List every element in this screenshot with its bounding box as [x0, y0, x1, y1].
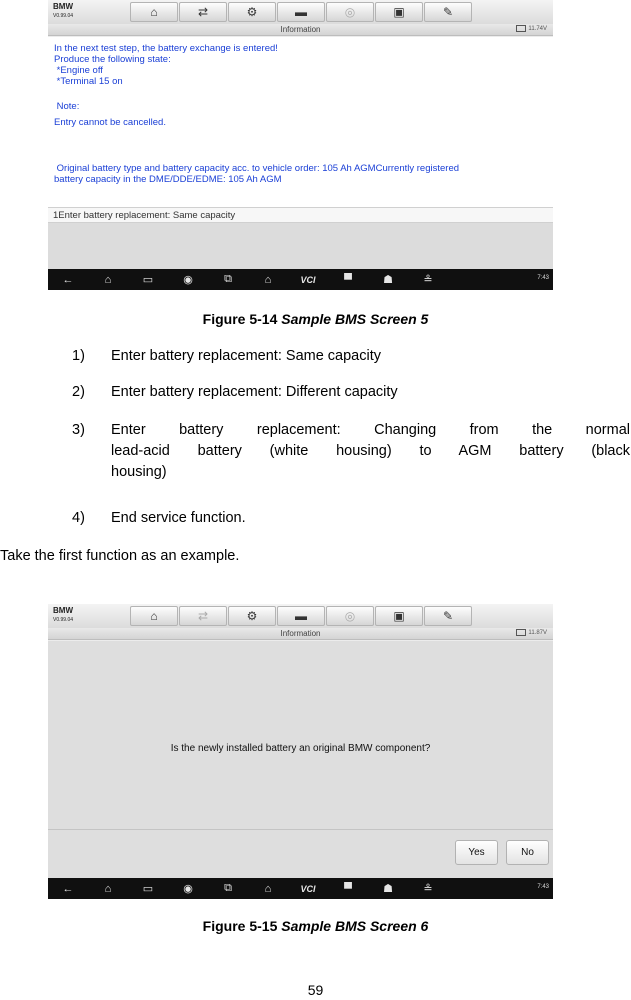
status-clock: 7:43 — [537, 275, 549, 281]
vehicle-swap-button[interactable] — [179, 2, 227, 22]
message-area — [48, 37, 553, 217]
brand-label: BMW — [53, 606, 73, 615]
battery-icon — [516, 25, 526, 32]
settings-button[interactable] — [228, 606, 276, 626]
information-bar — [48, 628, 553, 640]
figure-caption — [0, 918, 631, 934]
battery-icon — [516, 629, 526, 636]
screen-share-icon[interactable]: ⧉ — [224, 273, 232, 285]
save-icon: ▣ — [393, 609, 405, 623]
message-line: Original battery type and battery capacity acc. to vehicle order: 105 Ah AGMCurrently registered — [54, 163, 460, 174]
list-number: 1) — [72, 348, 85, 364]
car-icon[interactable]: ▀ — [344, 273, 352, 286]
list-number: 2) — [72, 384, 85, 400]
back-icon[interactable]: ← — [62, 882, 74, 895]
vcl-icon[interactable]: VCI — [300, 274, 316, 285]
software-version: V0.99.04 — [53, 13, 74, 19]
brand-label: BMW — [53, 2, 73, 11]
caption-title: Sample BMS Screen 6 — [281, 918, 429, 934]
bms-screen-6 — [48, 604, 553, 899]
no-button[interactable]: No — [506, 840, 549, 865]
screen-share-icon[interactable]: ⧉ — [224, 882, 232, 894]
recent-apps-icon[interactable]: ▭ — [142, 274, 154, 286]
list-text: End service function. — [111, 510, 246, 526]
message-line: Note: — [54, 101, 80, 112]
tpms-icon[interactable]: ≗ — [423, 883, 433, 895]
remote-icon[interactable]: ☗ — [383, 883, 393, 895]
home-button[interactable] — [130, 606, 178, 626]
divider — [48, 829, 553, 830]
edit-button[interactable] — [424, 2, 472, 22]
home-icon: ⌂ — [150, 609, 158, 623]
help-icon: ◎ — [344, 5, 356, 19]
maxisys-icon[interactable]: ⌂ — [264, 882, 272, 895]
home-icon[interactable]: ⌂ — [104, 273, 112, 286]
message-line: battery capacity in the DME/DDE/EDME: 105 Ah AGM — [54, 174, 282, 185]
function-option-row[interactable] — [48, 207, 553, 223]
help-icon: ◎ — [344, 609, 356, 623]
list-text — [111, 420, 630, 483]
list-text-line: housing) — [111, 464, 167, 480]
list-text-line: lead-acid battery (white housing) to AGM battery (black — [111, 443, 630, 459]
software-version: V0.99.04 — [53, 617, 74, 623]
print-button[interactable] — [277, 2, 325, 22]
car-icon[interactable]: ▀ — [344, 882, 352, 895]
vehicle-swap-icon: ⇄ — [197, 609, 209, 623]
back-icon[interactable]: ← — [62, 273, 74, 286]
information-title: Information — [280, 629, 321, 638]
settings-button[interactable] — [228, 2, 276, 22]
message-line: *Terminal 15 on — [54, 76, 123, 87]
settings-icon: ⚙ — [246, 609, 258, 623]
message-line: *Engine off — [54, 65, 103, 76]
list-text: Enter battery replacement: Different capacity — [111, 384, 398, 400]
caption-prefix: Figure 5-14 — [202, 311, 282, 327]
figure-caption — [0, 311, 631, 327]
settings-icon: ⚙ — [246, 5, 258, 19]
list-number: 4) — [72, 510, 85, 526]
list-text: Enter battery replacement: Same capacity — [111, 348, 381, 364]
list-text-line: Enter battery replacement: Changing from the normal — [111, 422, 630, 438]
message-line: In the next test step, the battery exchange is entered! — [54, 43, 278, 54]
recent-apps-icon[interactable]: ▭ — [142, 883, 154, 895]
status-clock: 7:43 — [537, 884, 549, 890]
vcl-icon[interactable]: VCI — [300, 883, 316, 894]
toolbar — [48, 604, 553, 629]
remote-icon[interactable]: ☗ — [383, 274, 393, 286]
button-panel — [48, 223, 553, 269]
dialog-area — [48, 641, 553, 878]
save-button[interactable] — [375, 2, 423, 22]
body-paragraph: Take the first function as an example. — [0, 548, 240, 564]
edit-icon: ✎ — [442, 609, 454, 623]
vehicle-swap-icon: ⇄ — [197, 5, 209, 19]
voltage-value: 11.74V — [528, 26, 547, 32]
vehicle-brand — [53, 2, 73, 21]
save-button[interactable] — [375, 606, 423, 626]
save-icon: ▣ — [393, 5, 405, 19]
home-icon[interactable]: ⌂ — [104, 882, 112, 895]
android-nav-bar — [48, 269, 553, 290]
home-icon: ⌂ — [150, 5, 158, 19]
edit-icon: ✎ — [442, 5, 454, 19]
message-line: Produce the following state: — [54, 54, 171, 65]
caption-title: Sample BMS Screen 5 — [281, 311, 429, 327]
voltage-indicator — [516, 628, 547, 639]
help-button[interactable] — [326, 2, 374, 22]
maxisys-icon[interactable]: ⌂ — [264, 273, 272, 286]
vehicle-brand — [53, 606, 73, 625]
chrome-icon[interactable]: ◉ — [183, 274, 193, 286]
page-number: 59 — [307, 982, 324, 998]
yes-button[interactable]: Yes — [455, 840, 498, 865]
tpms-icon[interactable]: ≗ — [423, 274, 433, 286]
vehicle-swap-button[interactable] — [179, 606, 227, 626]
home-button[interactable] — [130, 2, 178, 22]
caption-prefix: Figure 5-15 — [202, 918, 282, 934]
bms-screen-5 — [48, 0, 553, 290]
print-icon: ▬ — [295, 609, 307, 623]
print-icon: ▬ — [295, 5, 307, 19]
edit-button[interactable] — [424, 606, 472, 626]
chrome-icon[interactable]: ◉ — [183, 883, 193, 895]
list-number: 3) — [72, 422, 85, 438]
information-title: Information — [280, 25, 321, 34]
information-bar — [48, 24, 553, 36]
message-line: Entry cannot be cancelled. — [54, 117, 166, 128]
help-button[interactable] — [326, 606, 374, 626]
print-button[interactable] — [277, 606, 325, 626]
voltage-value: 11.87V — [528, 630, 547, 636]
voltage-indicator — [516, 24, 547, 35]
dialog-question: Is the newly installed battery an original BMW component? — [170, 743, 431, 754]
toolbar — [48, 0, 553, 25]
function-option-label: 1Enter battery replacement: Same capacity — [53, 210, 236, 221]
android-nav-bar — [48, 878, 553, 899]
